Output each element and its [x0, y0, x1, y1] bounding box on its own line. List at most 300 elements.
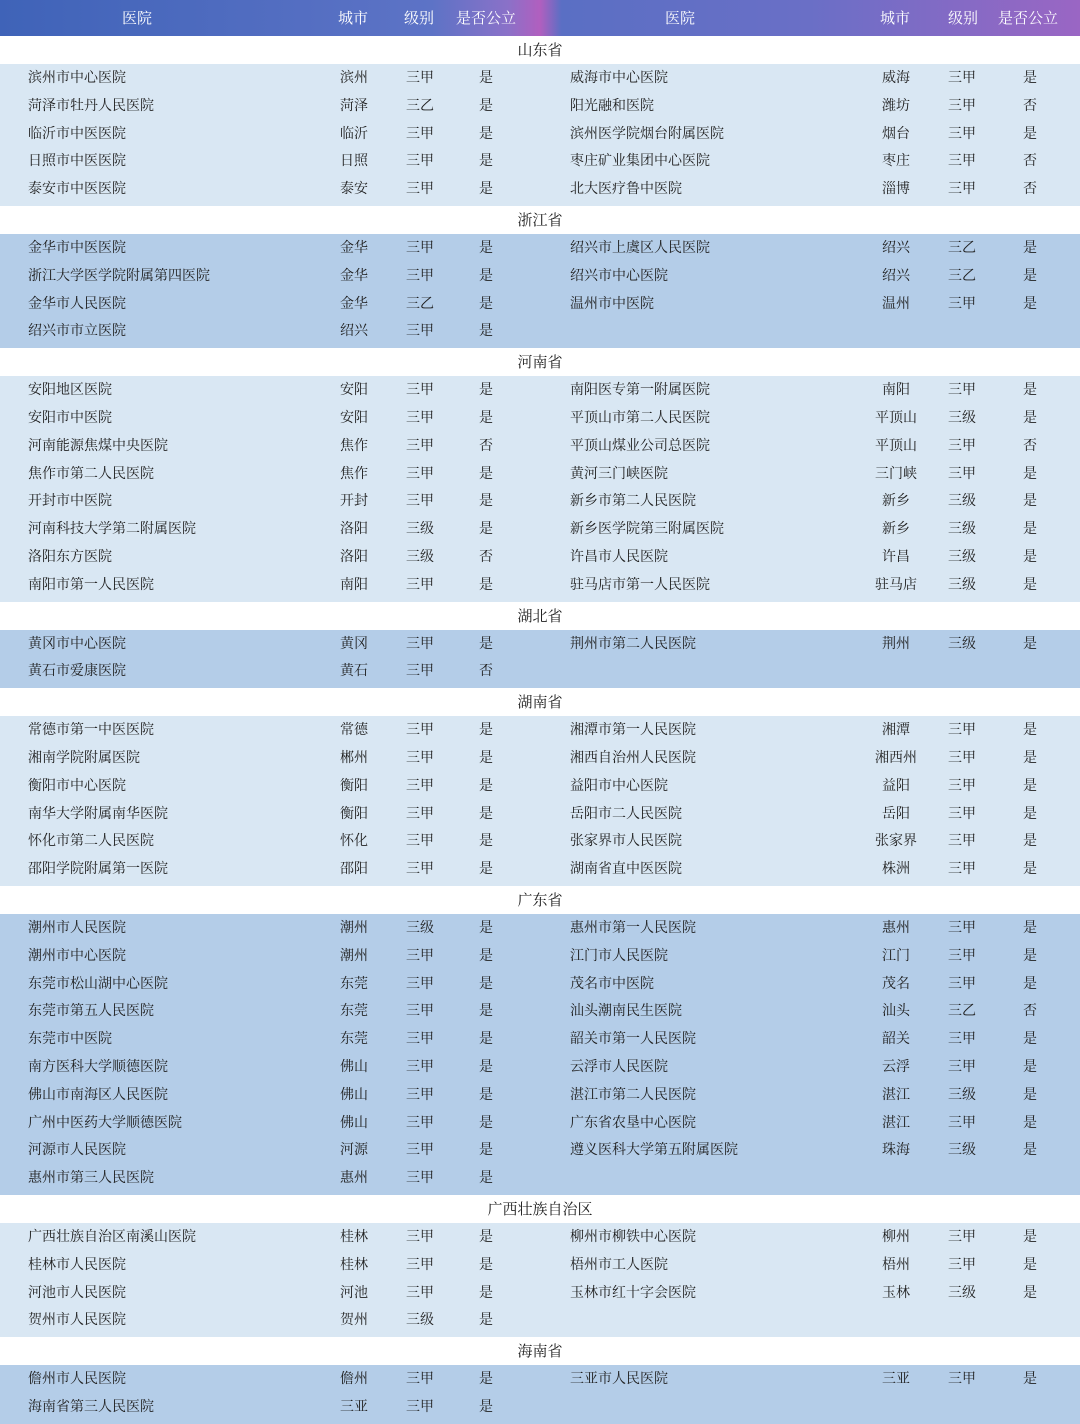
table-row — [0, 1306, 1080, 1334]
cell-public-right: 是 — [1023, 635, 1037, 652]
cell-city-left: 衡阳 — [340, 805, 368, 822]
cell-level-left: 三甲 — [406, 1031, 434, 1048]
cell-level-right: 三乙 — [948, 240, 976, 256]
cell-level-right: 三甲 — [948, 947, 976, 964]
cell-city-right: 潍坊 — [882, 97, 910, 114]
cell-hospital-left: 湘南学院附属医院 — [28, 749, 140, 766]
cell-public-right: 是 — [1023, 382, 1037, 399]
cell-public-left: 是 — [479, 1059, 493, 1075]
cell-hospital-right: 平顶山市第二人民医院 — [570, 409, 710, 426]
cell-public-right: 否 — [1023, 1003, 1037, 1020]
cell-hospital-left: 南华大学附属南华医院 — [28, 805, 168, 822]
province-block — [0, 1223, 1080, 1337]
cell-level-left: 三甲 — [406, 323, 434, 340]
cell-city-right: 南阳 — [882, 382, 910, 399]
table-row — [0, 64, 1080, 92]
cell-public-right: 是 — [1023, 1229, 1037, 1245]
cell-city-right: 韶关 — [882, 1031, 910, 1048]
table-header — [0, 0, 1080, 36]
cell-level-right: 三甲 — [948, 975, 976, 992]
cell-public-left: 是 — [479, 493, 493, 510]
table-row — [0, 147, 1080, 175]
cell-level-left: 三甲 — [406, 409, 434, 426]
cell-level-left: 三甲 — [406, 947, 434, 964]
cell-hospital-right: 驻马店市第一人民医院 — [570, 576, 710, 593]
cell-hospital-left: 南阳市第一人民医院 — [28, 576, 154, 593]
cell-city-left: 佛山 — [340, 1114, 368, 1131]
cell-public-right: 是 — [1023, 1114, 1037, 1131]
cell-level-left: 三甲 — [406, 125, 434, 142]
cell-city-left: 桂林 — [340, 1229, 368, 1245]
cell-level-right: 三甲 — [948, 1059, 976, 1075]
table-row — [0, 1393, 1080, 1421]
cell-public-left: 是 — [479, 1003, 493, 1020]
cell-city-left: 佛山 — [340, 1059, 368, 1075]
cell-hospital-right: 柳州市柳铁中心医院 — [570, 1229, 696, 1245]
cell-public-right: 是 — [1023, 920, 1037, 936]
cell-hospital-left: 衡阳市中心医院 — [28, 777, 126, 794]
cell-level-right: 三级 — [948, 1284, 976, 1301]
cell-hospital-left: 洛阳东方医院 — [28, 548, 112, 565]
cell-city-left: 河源 — [340, 1142, 368, 1159]
cell-hospital-left: 菏泽市牡丹人民医院 — [28, 97, 154, 114]
cell-city-right: 江门 — [882, 947, 910, 964]
cell-city-left: 邵阳 — [340, 861, 368, 878]
cell-hospital-left: 广州中医药大学顺德医院 — [28, 1114, 182, 1131]
cell-level-left: 三甲 — [406, 382, 434, 399]
cell-level-left: 三级 — [406, 521, 434, 538]
cell-public-right: 是 — [1023, 833, 1037, 850]
cell-public-left: 是 — [479, 805, 493, 822]
cell-hospital-left: 东莞市中医院 — [28, 1031, 112, 1048]
cell-city-right: 荆州 — [882, 635, 910, 652]
cell-city-left: 衡阳 — [340, 777, 368, 794]
cell-city-right: 岳阳 — [882, 805, 910, 822]
cell-level-left: 三甲 — [406, 1142, 434, 1159]
cell-level-right: 三甲 — [948, 833, 976, 850]
cell-public-left: 是 — [479, 1398, 493, 1415]
table-row — [0, 460, 1080, 488]
cell-public-left: 是 — [479, 1170, 493, 1187]
table-row — [0, 515, 1080, 543]
cell-hospital-left: 临沂市中医医院 — [28, 125, 126, 142]
cell-city-right: 汕头 — [882, 1003, 910, 1020]
table-row — [0, 744, 1080, 772]
cell-public-right: 是 — [1023, 409, 1037, 426]
cell-level-left: 三甲 — [406, 465, 434, 482]
cell-city-left: 三亚 — [340, 1398, 368, 1415]
cell-city-left: 东莞 — [340, 1003, 368, 1020]
cell-city-left: 焦作 — [340, 437, 368, 454]
header-public-left: 是否公立 — [456, 9, 517, 27]
cell-level-right: 三甲 — [948, 722, 976, 739]
cell-city-left: 滨州 — [340, 70, 368, 86]
cell-hospital-right: 许昌市人民医院 — [570, 548, 668, 565]
cell-public-left: 是 — [479, 861, 493, 878]
cell-level-right: 三甲 — [948, 861, 976, 878]
cell-city-left: 河池 — [340, 1284, 368, 1301]
cell-hospital-right: 三亚市人民医院 — [570, 1371, 668, 1388]
cell-city-left: 惠州 — [340, 1170, 368, 1187]
table-row — [0, 543, 1080, 571]
cell-hospital-right: 绍兴市中心医院 — [570, 267, 668, 284]
cell-city-left: 洛阳 — [340, 521, 368, 538]
cell-city-right: 新乡 — [882, 521, 910, 538]
header-level-left: 级别 — [404, 9, 435, 27]
cell-hospital-left: 广西壮族自治区南溪山医院 — [28, 1229, 196, 1245]
cell-public-left: 是 — [479, 1114, 493, 1131]
cell-hospital-left: 东莞市第五人民医院 — [28, 1003, 154, 1020]
header-city-left: 城市 — [338, 9, 369, 27]
table-row — [0, 1279, 1080, 1307]
cell-hospital-right: 枣庄矿业集团中心医院 — [570, 153, 710, 170]
table-row — [0, 800, 1080, 828]
cell-hospital-left: 佛山市南海区人民医院 — [28, 1086, 168, 1103]
cell-city-right: 茂名 — [882, 975, 910, 992]
cell-level-left: 三甲 — [406, 833, 434, 850]
cell-city-right: 烟台 — [882, 125, 910, 142]
province-block — [0, 376, 1080, 601]
cell-city-right: 梧州 — [882, 1256, 910, 1273]
table-row — [0, 970, 1080, 998]
cell-hospital-left: 河池市人民医院 — [28, 1284, 126, 1301]
header-city-right: 城市 — [880, 9, 911, 27]
cell-level-right: 三甲 — [948, 749, 976, 766]
cell-city-left: 南阳 — [340, 576, 368, 593]
cell-public-right: 是 — [1023, 1284, 1037, 1301]
cell-hospital-left: 绍兴市市立医院 — [28, 323, 126, 340]
cell-hospital-left: 开封市中医院 — [28, 493, 112, 510]
cell-public-left: 是 — [479, 1256, 493, 1273]
cell-public-right: 是 — [1023, 1256, 1037, 1273]
cell-city-right: 湛江 — [882, 1086, 910, 1103]
table-row — [0, 1136, 1080, 1164]
cell-hospital-left: 日照市中医医院 — [28, 153, 126, 170]
cell-hospital-left: 怀化市第二人民医院 — [28, 833, 154, 850]
cell-level-left: 三甲 — [406, 576, 434, 593]
cell-hospital-right: 茂名市中医院 — [570, 975, 654, 992]
cell-level-right: 三甲 — [948, 1371, 976, 1388]
table-row — [0, 716, 1080, 744]
cell-hospital-right: 北大医疗鲁中医院 — [570, 181, 682, 198]
table-row — [0, 1025, 1080, 1053]
cell-public-left: 是 — [479, 240, 493, 256]
table-row — [0, 855, 1080, 883]
cell-public-left: 是 — [479, 635, 493, 652]
cell-city-left: 怀化 — [340, 833, 368, 850]
cell-level-right: 三甲 — [948, 805, 976, 822]
table-row — [0, 317, 1080, 345]
table-row — [0, 175, 1080, 203]
cell-level-right: 三甲 — [948, 1229, 976, 1245]
cell-level-right: 三甲 — [948, 125, 976, 142]
cell-city-left: 洛阳 — [340, 548, 368, 565]
cell-city-left: 金华 — [340, 240, 368, 256]
cell-public-left: 是 — [479, 833, 493, 850]
cell-level-left: 三甲 — [406, 777, 434, 794]
province-heading: 湖北省 — [0, 602, 1080, 630]
cell-public-left: 是 — [479, 777, 493, 794]
cell-city-left: 东莞 — [340, 975, 368, 992]
cell-hospital-right: 威海市中心医院 — [570, 70, 668, 86]
cell-hospital-right: 湛江市第二人民医院 — [570, 1086, 696, 1103]
cell-hospital-left: 东莞市松山湖中心医院 — [28, 975, 168, 992]
cell-level-left: 三乙 — [406, 97, 434, 114]
cell-city-left: 菏泽 — [340, 97, 368, 114]
cell-hospital-left: 黄石市爱康医院 — [28, 663, 126, 680]
cell-level-left: 三甲 — [406, 1114, 434, 1131]
table-row — [0, 404, 1080, 432]
cell-level-left: 三甲 — [406, 1086, 434, 1103]
cell-city-right: 新乡 — [882, 493, 910, 510]
cell-city-left: 安阳 — [340, 382, 368, 399]
cell-city-right: 湘潭 — [882, 722, 910, 739]
cell-city-right: 绍兴 — [882, 267, 910, 284]
table-row — [0, 234, 1080, 262]
cell-city-left: 佛山 — [340, 1086, 368, 1103]
cell-hospital-right: 新乡医学院第三附属医院 — [570, 521, 724, 538]
cell-city-right: 平顶山 — [875, 437, 917, 454]
header-public-right: 是否公立 — [998, 9, 1059, 27]
cell-city-right: 淄博 — [882, 181, 910, 198]
cell-level-left: 三甲 — [406, 1059, 434, 1075]
cell-hospital-left: 河南科技大学第二附属医院 — [28, 521, 196, 538]
cell-public-right: 是 — [1023, 861, 1037, 878]
cell-public-left: 是 — [479, 295, 493, 312]
cell-level-right: 三级 — [948, 548, 976, 565]
cell-hospital-left: 儋州市人民医院 — [28, 1371, 126, 1388]
cell-level-right: 三乙 — [948, 1003, 976, 1020]
header-level-right: 级别 — [948, 9, 979, 27]
cell-hospital-left: 贺州市人民医院 — [28, 1312, 126, 1329]
cell-level-left: 三甲 — [406, 663, 434, 680]
cell-level-left: 三甲 — [406, 805, 434, 822]
cell-level-right: 三甲 — [948, 777, 976, 794]
cell-level-right: 三级 — [948, 521, 976, 538]
cell-public-right: 是 — [1023, 947, 1037, 964]
cell-city-left: 东莞 — [340, 1031, 368, 1048]
cell-public-right: 是 — [1023, 493, 1037, 510]
cell-public-right: 是 — [1023, 1086, 1037, 1103]
cell-level-left: 三甲 — [406, 1229, 434, 1245]
cell-hospital-left: 安阳市中医院 — [28, 409, 112, 426]
cell-public-right: 是 — [1023, 240, 1037, 256]
cell-hospital-left: 焦作市第二人民医院 — [28, 465, 154, 482]
table-row — [0, 120, 1080, 148]
cell-public-right: 是 — [1023, 1371, 1037, 1388]
cell-level-left: 三甲 — [406, 240, 434, 256]
cell-level-right: 三甲 — [948, 1256, 976, 1273]
cell-public-right: 是 — [1023, 465, 1037, 482]
cell-city-right: 湘西州 — [875, 749, 917, 766]
cell-hospital-left: 常德市第一中医医院 — [28, 722, 154, 739]
cell-level-right: 三甲 — [948, 1031, 976, 1048]
cell-public-right: 是 — [1023, 576, 1037, 593]
cell-level-right: 三级 — [948, 576, 976, 593]
table-row — [0, 1223, 1080, 1251]
cell-level-left: 三乙 — [406, 295, 434, 312]
cell-public-left: 是 — [479, 409, 493, 426]
cell-hospital-right: 平顶山煤业公司总医院 — [570, 437, 710, 454]
cell-level-right: 三级 — [948, 493, 976, 510]
cell-level-left: 三甲 — [406, 70, 434, 86]
cell-hospital-left: 安阳地区医院 — [28, 382, 112, 399]
cell-level-left: 三甲 — [406, 635, 434, 652]
cell-city-left: 日照 — [340, 153, 368, 170]
cell-hospital-left: 南方医科大学顺德医院 — [28, 1059, 168, 1075]
cell-hospital-left: 黄冈市中心医院 — [28, 635, 126, 652]
cell-public-right: 是 — [1023, 975, 1037, 992]
cell-city-left: 桂林 — [340, 1256, 368, 1273]
cell-public-left: 是 — [479, 125, 493, 142]
cell-public-right: 是 — [1023, 1031, 1037, 1048]
cell-public-left: 是 — [479, 1229, 493, 1245]
cell-level-left: 三甲 — [406, 493, 434, 510]
cell-level-left: 三甲 — [406, 749, 434, 766]
province-block — [0, 1365, 1080, 1424]
cell-public-left: 否 — [479, 663, 493, 680]
cell-hospital-left: 潮州市中心医院 — [28, 947, 126, 964]
cell-city-right: 许昌 — [882, 548, 910, 565]
cell-city-left: 临沂 — [340, 125, 368, 142]
table-row — [0, 262, 1080, 290]
cell-hospital-left: 桂林市人民医院 — [28, 1256, 126, 1273]
cell-city-right: 三门峡 — [875, 465, 917, 482]
cell-hospital-right: 梧州市工人医院 — [570, 1256, 668, 1273]
cell-hospital-left: 河源市人民医院 — [28, 1142, 126, 1159]
cell-level-left: 三甲 — [406, 1371, 434, 1388]
cell-level-right: 三甲 — [948, 1114, 976, 1131]
cell-public-left: 是 — [479, 382, 493, 399]
cell-level-right: 三甲 — [948, 382, 976, 399]
cell-hospital-right: 云浮市人民医院 — [570, 1059, 668, 1075]
table-row — [0, 997, 1080, 1025]
province-block — [0, 630, 1080, 689]
cell-level-left: 三甲 — [406, 437, 434, 454]
cell-public-left: 是 — [479, 267, 493, 284]
cell-hospital-right: 温州市中医院 — [570, 295, 654, 312]
table-row — [0, 1164, 1080, 1192]
cell-level-right: 三级 — [948, 635, 976, 652]
cell-level-right: 三乙 — [948, 267, 976, 284]
table-row — [0, 92, 1080, 120]
cell-level-left: 三甲 — [406, 153, 434, 170]
table-row — [0, 376, 1080, 404]
cell-public-left: 是 — [479, 749, 493, 766]
cell-city-right: 株洲 — [882, 861, 910, 878]
cell-city-left: 绍兴 — [340, 323, 368, 340]
cell-level-left: 三甲 — [406, 1256, 434, 1273]
table-row — [0, 290, 1080, 318]
cell-city-right: 珠海 — [882, 1142, 910, 1159]
table-row — [0, 1251, 1080, 1279]
cell-public-right: 是 — [1023, 749, 1037, 766]
table-row — [0, 914, 1080, 942]
table-row — [0, 827, 1080, 855]
province-block — [0, 234, 1080, 348]
cell-hospital-left: 惠州市第三人民医院 — [28, 1170, 154, 1187]
cell-hospital-right: 广东省农垦中心医院 — [570, 1114, 696, 1131]
cell-hospital-right: 荆州市第二人民医院 — [570, 635, 696, 652]
cell-level-right: 三甲 — [948, 920, 976, 936]
cell-public-right: 否 — [1023, 437, 1037, 454]
cell-city-left: 黄石 — [340, 663, 368, 680]
cell-city-left: 郴州 — [340, 749, 368, 766]
cell-city-right: 云浮 — [882, 1059, 910, 1075]
cell-public-left: 是 — [479, 1031, 493, 1048]
cell-city-left: 安阳 — [340, 409, 368, 426]
cell-hospital-right: 湘西自治州人民医院 — [570, 749, 696, 766]
cell-hospital-left: 泰安市中医医院 — [28, 181, 126, 198]
cell-hospital-right: 南阳医专第一附属医院 — [570, 382, 710, 399]
table-row — [0, 432, 1080, 460]
province-block — [0, 64, 1080, 206]
table-row — [0, 630, 1080, 658]
cell-hospital-right: 湘潭市第一人民医院 — [570, 722, 696, 739]
cell-public-right: 是 — [1023, 548, 1037, 565]
cell-level-left: 三甲 — [406, 722, 434, 739]
cell-city-right: 惠州 — [882, 920, 910, 936]
cell-public-right: 是 — [1023, 722, 1037, 739]
cell-public-right: 否 — [1023, 181, 1037, 198]
cell-city-left: 焦作 — [340, 465, 368, 482]
cell-public-left: 是 — [479, 1142, 493, 1159]
cell-hospital-right: 张家界市人民医院 — [570, 833, 682, 850]
province-heading: 广东省 — [0, 886, 1080, 914]
cell-level-right: 三甲 — [948, 465, 976, 482]
cell-public-left: 是 — [479, 153, 493, 170]
cell-public-right: 是 — [1023, 267, 1037, 284]
cell-level-left: 三级 — [406, 1312, 434, 1329]
cell-level-left: 三级 — [406, 548, 434, 565]
cell-city-right: 绍兴 — [882, 240, 910, 256]
cell-city-left: 开封 — [340, 493, 368, 510]
cell-level-right: 三级 — [948, 1142, 976, 1159]
province-heading: 山东省 — [0, 36, 1080, 64]
cell-public-left: 是 — [479, 576, 493, 593]
cell-level-left: 三甲 — [406, 1284, 434, 1301]
cell-level-right: 三甲 — [948, 153, 976, 170]
cell-hospital-left: 浙江大学医学院附属第四医院 — [28, 267, 210, 284]
province-heading: 海南省 — [0, 1337, 1080, 1365]
cell-hospital-right: 黄河三门峡医院 — [570, 465, 668, 482]
cell-level-right: 三甲 — [948, 70, 976, 86]
cell-hospital-right: 惠州市第一人民医院 — [570, 920, 696, 936]
cell-public-right: 否 — [1023, 153, 1037, 170]
cell-hospital-right: 湖南省直中医医院 — [570, 861, 682, 878]
cell-level-left: 三甲 — [406, 1170, 434, 1187]
table-row — [0, 942, 1080, 970]
cell-public-right: 是 — [1023, 805, 1037, 822]
cell-public-left: 是 — [479, 181, 493, 198]
cell-level-right: 三甲 — [948, 295, 976, 312]
cell-city-right: 驻马店 — [875, 576, 917, 593]
cell-hospital-right: 汕头潮南民生医院 — [570, 1003, 682, 1020]
province-block — [0, 716, 1080, 886]
cell-hospital-right: 绍兴市上虞区人民医院 — [570, 240, 710, 256]
cell-hospital-right: 江门市人民医院 — [570, 947, 668, 964]
cell-public-right: 是 — [1023, 1059, 1037, 1075]
cell-hospital-right: 滨州医学院烟台附属医院 — [570, 125, 724, 142]
cell-public-left: 否 — [479, 548, 493, 565]
province-block — [0, 914, 1080, 1195]
cell-city-right: 枣庄 — [882, 153, 910, 170]
cell-public-left: 是 — [479, 1312, 493, 1329]
cell-public-right: 否 — [1023, 97, 1037, 114]
cell-city-right: 湛江 — [882, 1114, 910, 1131]
cell-city-left: 金华 — [340, 267, 368, 284]
cell-public-left: 是 — [479, 1371, 493, 1388]
